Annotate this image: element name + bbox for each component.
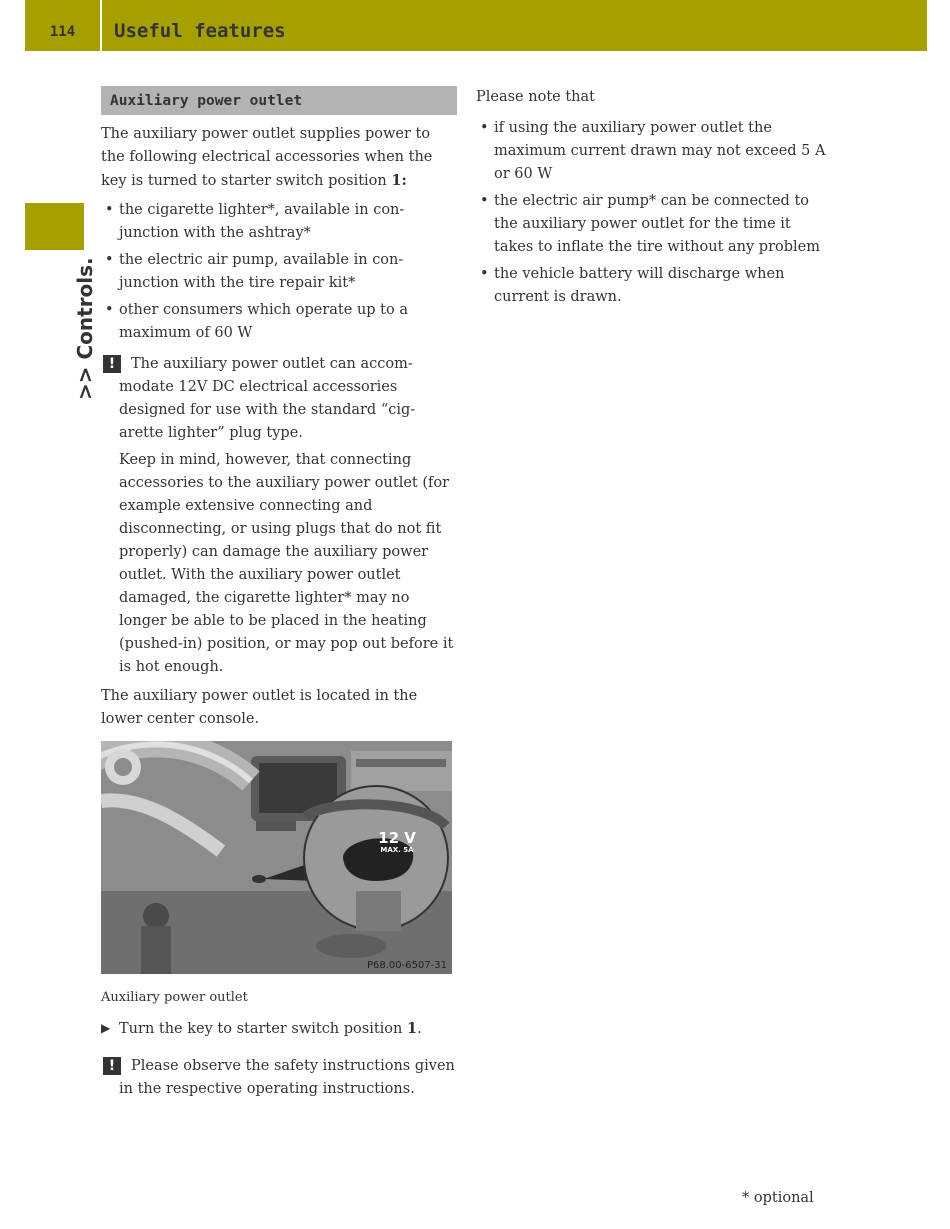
outlet-illustration	[101, 741, 452, 974]
warning-icon: !	[103, 355, 121, 373]
note-intro: Please note that	[476, 89, 595, 105]
list-item: • the cigarette lighter*, available in con-junction with the ashtray*	[101, 199, 457, 245]
left-column	[101, 86, 457, 1107]
page-title: Useful features	[114, 20, 286, 42]
safety-note	[101, 1055, 457, 1101]
section-side-label: >> Controls.	[73, 257, 97, 400]
warning-note	[101, 353, 457, 679]
right-column	[476, 86, 832, 317]
list-item: • the vehicle battery will discharge when current is drawn.	[476, 263, 832, 309]
list-item: • the electric air pump, available in con-junction with the tire repair kit*	[101, 249, 457, 295]
socket-label: 12 V MAX. 5A	[378, 829, 416, 854]
list-item: • other consumers which operate up to a maximum of 60 W	[101, 299, 457, 345]
cockpit-drawing	[101, 741, 452, 974]
step-arrow-icon: ▶	[101, 1021, 111, 1035]
list-item: • the electric air pump* can be connected to the auxiliary power outlet for the time it takes to inflate the tire without any problem	[476, 190, 832, 259]
figure-code: P68.00-6507-31	[366, 960, 447, 971]
header-divider	[100, 0, 102, 51]
section-heading: Auxiliary power outlet	[101, 86, 457, 115]
warning-icon: !	[103, 1057, 121, 1075]
notes-list	[476, 117, 832, 309]
page-number: 114	[49, 24, 76, 40]
figure-caption: Auxiliary power outlet	[101, 990, 248, 1005]
side-tab-marker	[25, 203, 84, 250]
note-paragraph: The auxiliary power outlet can accom-modate 12V DC electrical accessories designed for use with the standard “cig-arette lighter” plug type.	[119, 356, 416, 441]
optional-footnote: * optional	[742, 1190, 814, 1206]
instruction-step: ▶ Turn the key to starter switch position 1.	[101, 1017, 457, 1041]
note-paragraph: Please observe the safety instructions given in the respective operating instructions.	[119, 1058, 455, 1097]
note-paragraph: Keep in mind, however, that connecting accessories to the auxiliary power outlet (for example extensive connecting and disconnecting, or using plugs that do not fit properly) can damage the auxiliary power outlet. With the auxiliary power outlet damaged, the cigarette lighter* may no longer be able to be placed in the heating (pushed-in) position, or may pop out before it is hot enough.	[119, 452, 454, 675]
intro-paragraph: The auxiliary power outlet supplies power to the following electrical accessories when the key is turned to starter switch position 1:	[101, 126, 433, 189]
list-item: • if using the auxiliary power outlet the maximum current drawn may not exceed 5 A or 60 W	[476, 117, 832, 186]
location-paragraph: The auxiliary power outlet is located in the lower center console.	[101, 688, 418, 727]
accessory-list	[101, 199, 457, 345]
